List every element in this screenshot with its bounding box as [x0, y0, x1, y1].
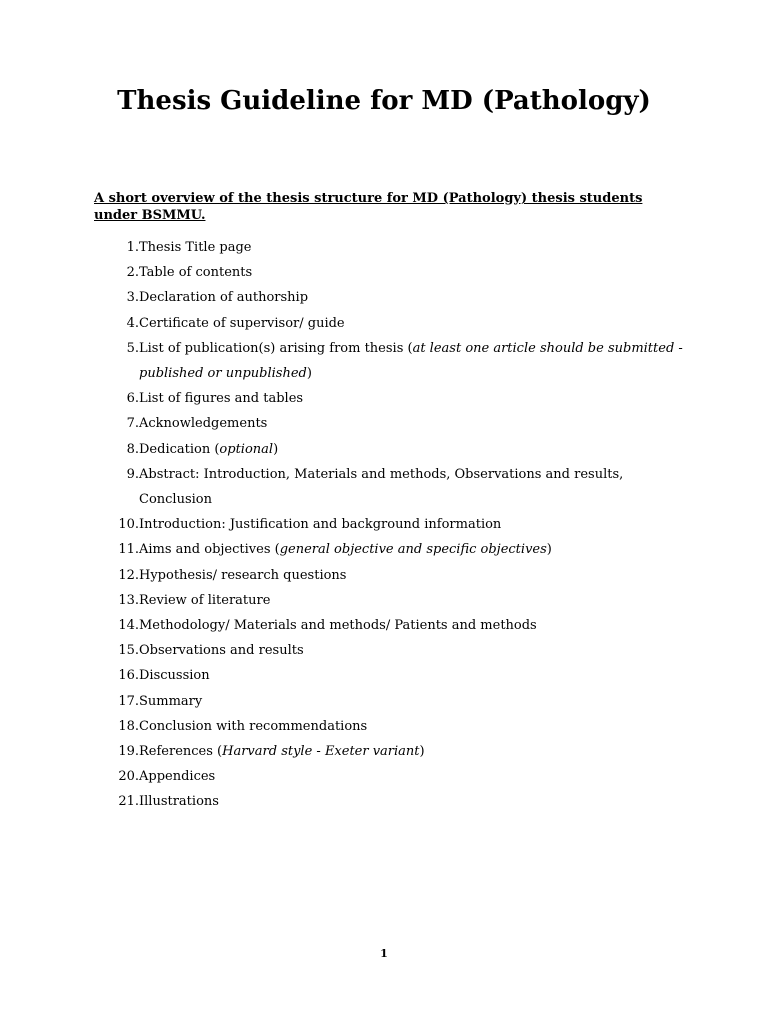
list-item-number	[94, 437, 139, 462]
list-item-number-text: 2.	[126, 265, 139, 281]
list-item-label: Acknowledgements	[139, 416, 268, 432]
list-item	[94, 386, 694, 411]
list-item-text	[139, 235, 694, 260]
list-item-number	[94, 260, 139, 285]
list-item-label: Review of literature	[139, 592, 271, 608]
list-item-number-text: 18.	[118, 718, 139, 734]
list-item-text	[139, 336, 694, 386]
list-item-number	[94, 563, 139, 588]
list-item-number-text: 21.	[118, 794, 139, 810]
list-item-text	[139, 563, 694, 588]
list-item-text	[139, 260, 694, 285]
list-item-number	[94, 638, 139, 663]
list-item-label: Appendices	[139, 769, 216, 785]
list-item-text	[139, 462, 694, 512]
list-item	[94, 537, 694, 562]
list-item-number-text: 14.	[118, 618, 139, 634]
list-item	[94, 285, 694, 310]
list-item-number	[94, 311, 139, 336]
list-item-number	[94, 411, 139, 436]
list-item-number-text: 8.	[126, 441, 139, 457]
list-item-text	[139, 537, 694, 562]
list-item-number-text: 6.	[126, 391, 139, 407]
list-item-label: Dedication (	[139, 441, 220, 457]
list-item-note: general objective and specific objectives	[279, 542, 547, 558]
list-item-text	[139, 638, 694, 663]
list-item-text	[139, 663, 694, 688]
list-item-text	[139, 764, 694, 789]
list-item-number	[94, 462, 139, 512]
list-item-closing: )	[546, 542, 552, 558]
list-item-text	[139, 739, 694, 764]
list-item-number	[94, 689, 139, 714]
list-item-number	[94, 386, 139, 411]
list-item	[94, 260, 694, 285]
list-item	[94, 789, 694, 814]
list-item-label: Table of contents	[139, 265, 253, 281]
list-item-closing: )	[273, 441, 279, 457]
list-item-number	[94, 739, 139, 764]
list-item	[94, 512, 694, 537]
list-item	[94, 336, 694, 386]
list-item-number-text: 13.	[118, 592, 139, 608]
list-item-number-text: 9.	[126, 466, 139, 482]
list-item-label: Conclusion with recommendations	[139, 718, 368, 734]
list-item-number	[94, 285, 139, 310]
list-item-number-text: 11.	[118, 542, 139, 558]
list-item-label: Illustrations	[139, 794, 219, 810]
list-item-number	[94, 512, 139, 537]
list-item-text	[139, 689, 694, 714]
list-item-label: List of publication(s) arising from thesis (	[139, 340, 413, 356]
list-item-text	[139, 386, 694, 411]
list-item-number-text: 17.	[118, 693, 139, 709]
list-item-text	[139, 613, 694, 638]
list-item	[94, 739, 694, 764]
list-item-label: Methodology/ Materials and methods/ Patients and methods	[139, 618, 537, 634]
list-item-number-text: 10.	[118, 517, 139, 533]
page-number: 1	[380, 947, 388, 960]
list-item-label: Declaration of authorship	[139, 290, 309, 306]
list-item-text	[139, 437, 694, 462]
list-item-number	[94, 663, 139, 688]
list-item-number	[94, 714, 139, 739]
list-item	[94, 638, 694, 663]
list-item-number	[94, 613, 139, 638]
list-item-label: Hypothesis/ research questions	[139, 567, 347, 583]
section-heading: A short overview of the thesis structure for MD (Pathology) thesis students under BSMMU.	[94, 191, 643, 223]
list-item-text	[139, 714, 694, 739]
list-item-number-text: 16.	[118, 668, 139, 684]
list-item-number-text: 5.	[126, 340, 139, 356]
list-item-label: Discussion	[139, 668, 210, 684]
list-item	[94, 437, 694, 462]
list-item	[94, 764, 694, 789]
list-item-number-text: 1.	[126, 240, 139, 255]
list-item-label: Aims and objectives (	[139, 542, 280, 558]
list-item-number-text: 3.	[126, 290, 139, 306]
list-item-label: Thesis Title page	[139, 240, 252, 255]
list-item-number	[94, 588, 139, 613]
list-item-label: Abstract: Introduction, Materials and methods, Observations and results, Conclusion	[139, 466, 624, 508]
list-item-label: Introduction: Justification and background information	[139, 517, 502, 533]
list-item	[94, 613, 694, 638]
list-item-number	[94, 789, 139, 814]
list-item-text	[139, 512, 694, 537]
thesis-structure-list	[94, 235, 694, 815]
list-item-label: Observations and results	[139, 643, 304, 659]
list-item-note: Harvard style - Exeter variant	[222, 744, 420, 760]
list-item-number-text: 12.	[118, 567, 139, 583]
list-item-text	[139, 789, 694, 814]
list-item	[94, 311, 694, 336]
list-item-number	[94, 336, 139, 386]
list-item	[94, 663, 694, 688]
list-item-label: References (	[139, 744, 223, 760]
list-item	[94, 689, 694, 714]
list-item-text	[139, 311, 694, 336]
list-item-number-text: 19.	[118, 744, 139, 760]
list-item-number	[94, 235, 139, 260]
list-item-label: Summary	[139, 693, 203, 709]
list-item	[94, 563, 694, 588]
list-item-number-text: 20.	[118, 769, 139, 785]
list-item	[94, 235, 694, 260]
list-item-label: List of figures and tables	[139, 391, 304, 407]
list-item-label: Certificate of supervisor/ guide	[139, 315, 345, 331]
list-item-number	[94, 537, 139, 562]
list-item	[94, 462, 694, 512]
list-item-closing: )	[419, 744, 425, 760]
list-item-number-text: 15.	[118, 643, 139, 659]
list-item-text	[139, 285, 694, 310]
list-item	[94, 714, 694, 739]
list-item-number-text: 4.	[126, 315, 139, 331]
list-item-note: at least one article should be submitted - published or unpublished	[139, 340, 683, 382]
list-item-note: optional	[219, 441, 274, 457]
list-item-text	[139, 588, 694, 613]
list-item	[94, 588, 694, 613]
list-item-closing: )	[306, 366, 312, 382]
page-title: Thesis Guideline for MD (Pathology)	[117, 86, 651, 116]
list-item-number-text: 7.	[126, 416, 139, 432]
list-item-text	[139, 411, 694, 436]
list-item-number	[94, 764, 139, 789]
list-item	[94, 411, 694, 436]
